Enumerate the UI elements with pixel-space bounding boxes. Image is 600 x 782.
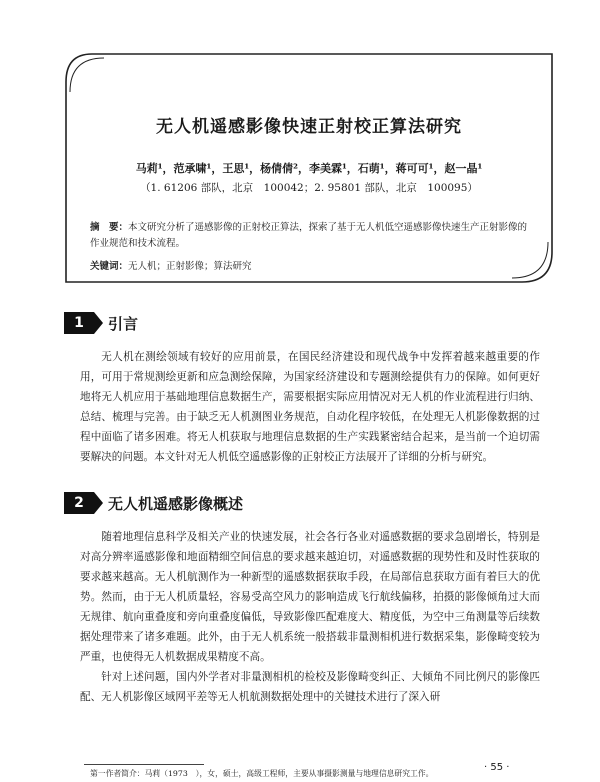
section-number: 2 [64,492,94,514]
abstract-label: 摘 要： [90,222,129,233]
paragraph: 无人机在测绘领域有较好的应用前景，在国民经济建设和现代战争中发挥着越来越重要的作用，可用于常规测绘更新和应急测绘保障，为国家经济建设和专题测绘提供有力的保障。如何更好地将无人机应用于基础地理信息数据生产，需要根据实际应用情况对无人机的作业流程进行归纳、总结、梳理与完善。由于缺乏无人机测图业务规范，自动化程序较低，在处理无人机影像数据的过程中面临了诸多困难。将无人机获取与地理信息数据的生产实践紧密结合起来，是当前一个迫切需要解决的问题。本文针对无人机低空遥感影像的正射校正方法展开了详细的分析与研究。 [80,351,540,463]
section-number: 1 [64,312,94,334]
section-1-body [80,347,540,467]
page-number: · 55 · [484,762,510,773]
section-title: 引言 [108,314,139,333]
keywords-text: 无人机；正射影像；算法研究 [128,261,252,272]
section-heading-2 [64,492,243,514]
paragraph: 针对上述问题，国内外学者对非量测相机的检校及影像畸变纠正、大倾角不同比例尺的影像匹配、无人机影像区域网平差等无人机航测数据处理中的关键技术进行了深入研 [80,671,540,703]
section-title: 无人机遥感影像概述 [108,494,244,513]
author-list: 马莉¹，范承啸¹，王思¹，杨倩倩²，李美霖¹，石萌¹，蒋可可¹，赵一晶¹ [135,162,483,175]
footnote-rule [84,764,204,765]
affiliations: （1. 61206 部队，北京 100042；2. 95801 部队，北京 100095） [140,182,478,194]
section-heading-1 [64,312,138,334]
paper-title: 无人机遥感影像快速正射校正算法研究 [156,117,462,137]
keywords-label: 关键词： [90,261,129,272]
section-2-body [80,527,540,707]
footnote: 第一作者简介：马莉（1973 ），女，硕士，高级工程师，主要从事摄影测量与地理信息研究工作。 [90,769,434,778]
abstract-text: 本文研究分析了遥感影像的正射校正算法，探索了基于无人机低空遥感影像快速生产正射影像的作业规范和技术流程。 [90,222,528,249]
abstract [90,220,535,252]
keywords [90,258,252,272]
paragraph: 随着地理信息科学及相关产业的快速发展，社会各行各业对遥感数据的要求急剧增长，特别是对高分辨率遥感影像和地面精细空间信息的要求越来越迫切，对遥感数据的现势性和及时性获取的要求越来越高。无人机航测作为一种新型的遥感数据获取手段，在局部信息获取方面有着巨大的优势。然而，由于无人机质量轻，容易受高空风力的影响造成飞行航线偏移，拍摄的影像倾角过大而无规律、航向重叠度和旁向重叠度偏低，导致影像匹配难度大、精度低，为空中三角测量等后续数据处理带来了诸多难题。此外，由于无人机系统一般搭载非量测相机进行数据采集，影像畸变较为严重，也使得无人机数据成果精度不高。 [80,531,540,663]
